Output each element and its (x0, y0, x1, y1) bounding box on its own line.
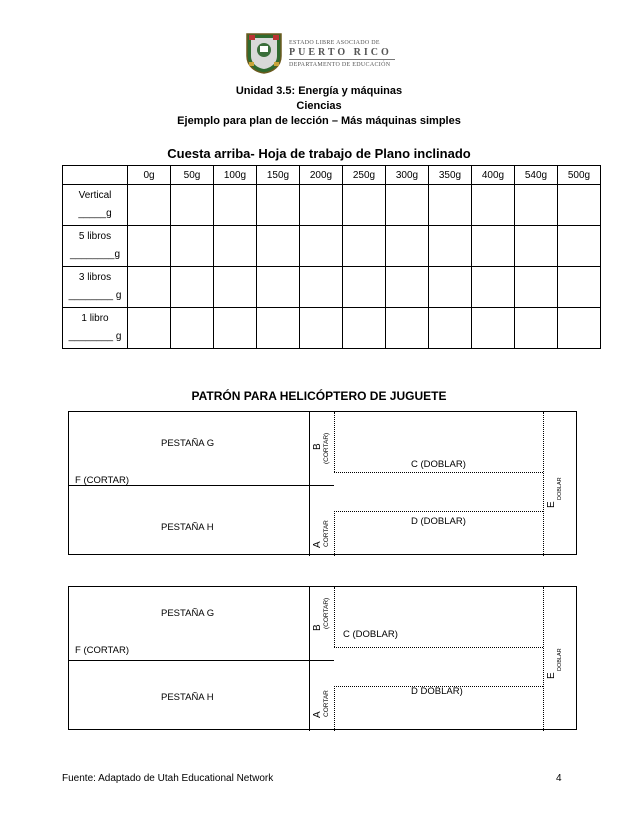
data-cell[interactable] (128, 267, 171, 308)
pestana-h-label: PESTAÑA H (161, 692, 214, 703)
row-header (63, 308, 128, 349)
footer-source: Fuente: Adaptado de Utah Educational Network (62, 773, 274, 784)
helicopter-pattern-1 (68, 411, 577, 555)
logo-line-3: DEPARTAMENTO DE EDUCACIÓN (289, 62, 391, 68)
b-note: (CORTAR) (323, 432, 330, 464)
data-cell[interactable] (300, 267, 343, 308)
row-label: 3 libros (78, 272, 112, 283)
data-cell[interactable] (472, 267, 515, 308)
data-cell[interactable] (257, 185, 300, 226)
data-cell[interactable] (257, 267, 300, 308)
row-blank: ________g (69, 249, 121, 260)
data-cell[interactable] (214, 308, 257, 349)
table-row (63, 267, 601, 308)
data-cell[interactable] (214, 226, 257, 267)
row-header (63, 226, 128, 267)
dotted-line (334, 412, 335, 472)
data-cell[interactable] (429, 308, 472, 349)
d-label: D (DOBLAR) (411, 516, 466, 527)
column-header: 500g (558, 166, 601, 185)
data-cell[interactable] (515, 308, 558, 349)
dotted-line (334, 686, 335, 731)
data-cell[interactable] (472, 308, 515, 349)
cut-line (309, 412, 310, 556)
data-cell[interactable] (171, 267, 214, 308)
column-header: 200g (300, 166, 343, 185)
corner-cell (63, 166, 128, 185)
dotted-line (334, 587, 335, 647)
row-label: 1 libro (81, 313, 109, 324)
d-label: D DOBLAR) (411, 686, 463, 697)
logo-line-2: PUERTO RICO (289, 47, 392, 58)
data-cell[interactable] (472, 226, 515, 267)
data-cell[interactable] (429, 185, 472, 226)
e-note: DOBLAR (557, 477, 563, 500)
data-cell[interactable] (558, 308, 601, 349)
data-cell[interactable] (386, 185, 429, 226)
a-note: CORTAR (323, 520, 330, 547)
fold-dotted-line (334, 647, 543, 648)
b-letter: B (312, 624, 323, 631)
unit-title: Unidad 3.5: Energía y máquinas (235, 85, 403, 97)
c-label: C (DOBLAR) (411, 459, 466, 470)
data-cell[interactable] (214, 185, 257, 226)
cut-line (309, 587, 310, 731)
column-header: 300g (386, 166, 429, 185)
data-cell[interactable] (515, 185, 558, 226)
table-header-row (63, 166, 601, 185)
data-cell[interactable] (558, 226, 601, 267)
fold-line (69, 660, 309, 661)
a-letter: A (312, 711, 323, 718)
column-header: 0g (128, 166, 171, 185)
data-cell[interactable] (429, 267, 472, 308)
subject-title: Ciencias (296, 100, 342, 112)
pestana-g-label: PESTAÑA G (161, 438, 215, 449)
data-cell[interactable] (128, 308, 171, 349)
worksheet-title: Cuesta arriba- Hoja de trabajo de Plano inclinado (167, 146, 471, 161)
data-cell[interactable] (171, 185, 214, 226)
page-number: 4 (556, 773, 562, 784)
table-row (63, 185, 601, 226)
notch-line (309, 485, 334, 486)
b-letter: B (312, 443, 323, 450)
data-cell[interactable] (386, 226, 429, 267)
e-note: DOBLAR (557, 648, 563, 671)
data-cell[interactable] (343, 185, 386, 226)
f-label: F (CORTAR) (75, 645, 130, 656)
data-cell[interactable] (558, 185, 601, 226)
data-cell[interactable] (386, 308, 429, 349)
worksheet-table (62, 165, 601, 349)
column-header: 50g (171, 166, 214, 185)
e-letter: E (546, 672, 557, 679)
data-cell[interactable] (515, 267, 558, 308)
helicopter-pattern-2 (68, 586, 577, 730)
pattern-title: PATRÓN PARA HELICÓPTERO DE JUGUETE (191, 389, 447, 403)
fold-dotted-line (334, 472, 543, 473)
row-header (63, 185, 128, 226)
seal-icon (245, 32, 283, 74)
c-label: C (DOBLAR) (343, 629, 398, 640)
data-cell[interactable] (257, 226, 300, 267)
b-note: (CORTAR) (323, 597, 330, 629)
fold-dotted-line (543, 587, 544, 731)
row-blank: ________ g (68, 331, 122, 342)
data-cell[interactable] (300, 185, 343, 226)
row-label: 5 libros (78, 231, 112, 242)
column-header: 100g (214, 166, 257, 185)
pestana-g-label: PESTAÑA G (161, 608, 215, 619)
table-row (63, 308, 601, 349)
data-cell[interactable] (429, 226, 472, 267)
data-cell[interactable] (214, 267, 257, 308)
data-cell[interactable] (300, 308, 343, 349)
data-cell[interactable] (128, 185, 171, 226)
data-cell[interactable] (171, 226, 214, 267)
a-note: CORTAR (323, 690, 330, 717)
row-label: Vertical (78, 190, 112, 201)
department-logo (245, 32, 395, 82)
dotted-line (334, 511, 335, 556)
fold-dotted-line (334, 511, 543, 512)
data-cell[interactable] (300, 226, 343, 267)
logo-line-1: ESTADO LIBRE ASOCIADO DE (289, 40, 380, 46)
column-header: 540g (515, 166, 558, 185)
notch-line (309, 660, 334, 661)
data-cell[interactable] (128, 226, 171, 267)
column-header: 250g (343, 166, 386, 185)
data-cell[interactable] (171, 308, 214, 349)
column-header: 150g (257, 166, 300, 185)
data-cell[interactable] (343, 226, 386, 267)
row-blank: _____g (78, 208, 112, 219)
a-letter: A (312, 541, 323, 548)
e-letter: E (546, 501, 557, 508)
column-header: 400g (472, 166, 515, 185)
table-row (63, 226, 601, 267)
lesson-title: Ejemplo para plan de lección – Más máquinas simples (177, 115, 461, 127)
data-cell[interactable] (343, 267, 386, 308)
data-cell[interactable] (386, 267, 429, 308)
row-header (63, 267, 128, 308)
data-cell[interactable] (343, 308, 386, 349)
data-cell[interactable] (472, 185, 515, 226)
f-label: F (CORTAR) (75, 475, 130, 486)
fold-dotted-line (543, 412, 544, 556)
row-blank: ________ g (68, 290, 122, 301)
pestana-h-label: PESTAÑA H (161, 522, 214, 533)
data-cell[interactable] (515, 226, 558, 267)
data-cell[interactable] (558, 267, 601, 308)
column-header: 350g (429, 166, 472, 185)
data-cell[interactable] (257, 308, 300, 349)
